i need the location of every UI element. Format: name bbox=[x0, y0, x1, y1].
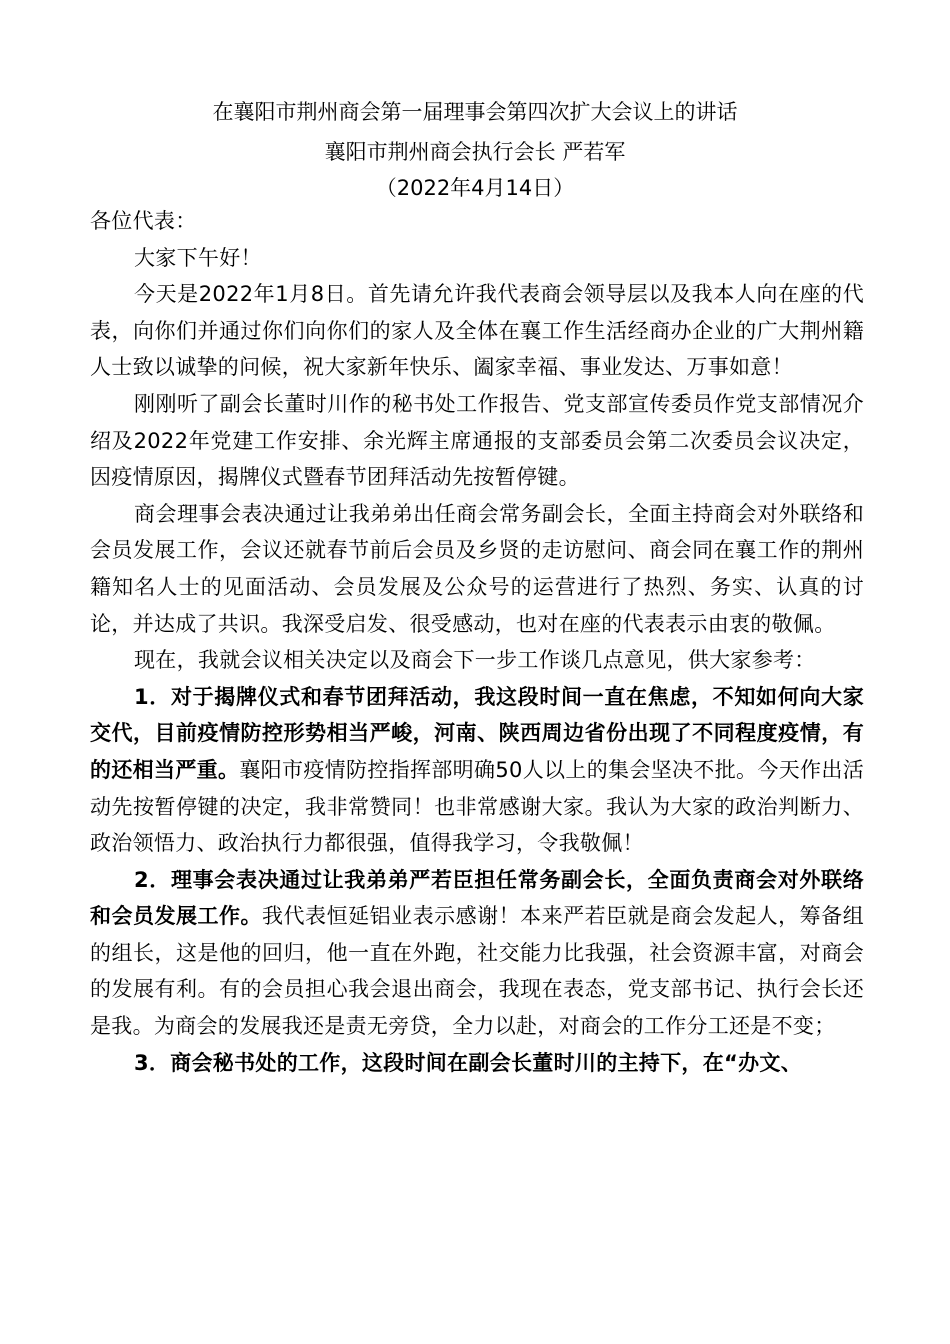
speech-date: （2022年4月14日） bbox=[375, 176, 575, 200]
paragraph-1: 今天是2022年1月8日。首先请允许我代表商会领导层以及我本人向在座的代表，向你们并通过你们向你们的家人及全体在襄工作生活经商办企业的广大荆州籍人士致以诚挚的问候，祝大家新年快乐、阖家幸福、事业发达、万事如意！ bbox=[90, 282, 864, 380]
greeting: 大家下午好！ bbox=[134, 245, 262, 270]
paragraph-3: 商会理事会表决通过让我弟弟出任商会常务副会长，全面主持商会对外联络和会员发展工作，会议还就春节前后会员及乡贤的走访慰问、商会同在襄工作的荆州籍知名人士的见面活动、会员发展及公众号的运营进行了热烈、务实、认真的讨论，并达成了共识。我深受启发、很受感动，也对在座的代表表示由衷的敬佩。 bbox=[90, 501, 864, 636]
paragraph-6-text: 我代表恒延铝业表示感谢！本来严若臣就是商会发起人，筹备组的组长，这是他的回归，他一直在外跑，社交能力比我强，社会资源丰富，对商会的发展有利。有的会员担心我会退出商会，我现在表态，党支部书记、执行会长还是我。为商会的发展我还是责无旁贷，全力以赴，对商会的工作分工还是不变； bbox=[90, 904, 864, 1039]
salutation: 各位代表： bbox=[90, 209, 197, 233]
paragraph-5-text: 襄阳市疫情防控指挥部明确50人以上的集会坚决不批。今天作出活动先按暂停键的决定，我非常赞同！也非常感谢大家。我认为大家的政治判断力、政治领悟力、政治执行力都很强，值得我学习，令我敬佩！ bbox=[90, 757, 864, 856]
paragraph-5 bbox=[90, 679, 864, 862]
paragraph-6-bold-lead: 2．理事会表决通过让我弟弟严若臣担任常务副会长，全面负责商会对外联络和会员发展工作。 bbox=[90, 867, 864, 929]
speech-body bbox=[90, 203, 864, 1081]
paragraph-2: 刚刚听了副会长董时川作的秘书处工作报告、党支部宣传委员作党支部情况介绍及2022年党建工作安排、余光辉主席通报的支部委员会第二次委员会议决定，因疫情原因，揭牌仪式暨春节团拜活动先按暂停键。 bbox=[90, 391, 864, 490]
speech-title: 在襄阳市荆州商会第一届理事会第四次扩大会议上的讲话 bbox=[212, 100, 738, 124]
speaker-line: 襄阳市荆州商会执行会长 严若军 bbox=[324, 140, 626, 164]
paragraph-6 bbox=[90, 862, 864, 1045]
paragraph-7-bold-lead: 3．商会秘书处的工作，这段时间在副会长董时川的主持下，在“办文、 bbox=[134, 1050, 803, 1075]
paragraph-7 bbox=[90, 1045, 864, 1082]
paragraph-5-bold-lead: 1．对于揭牌仪式和春节团拜活动，我这段时间一直在焦虑，不知如何向大家交代，目前疫情防控形势相当严峻，河南、陕西周边省份出现了不同程度疫情，有的还相当严重。 bbox=[90, 684, 864, 782]
paragraph-4: 现在，我就会议相关决定以及商会下一步工作谈几点意见，供大家参考： bbox=[134, 648, 816, 673]
